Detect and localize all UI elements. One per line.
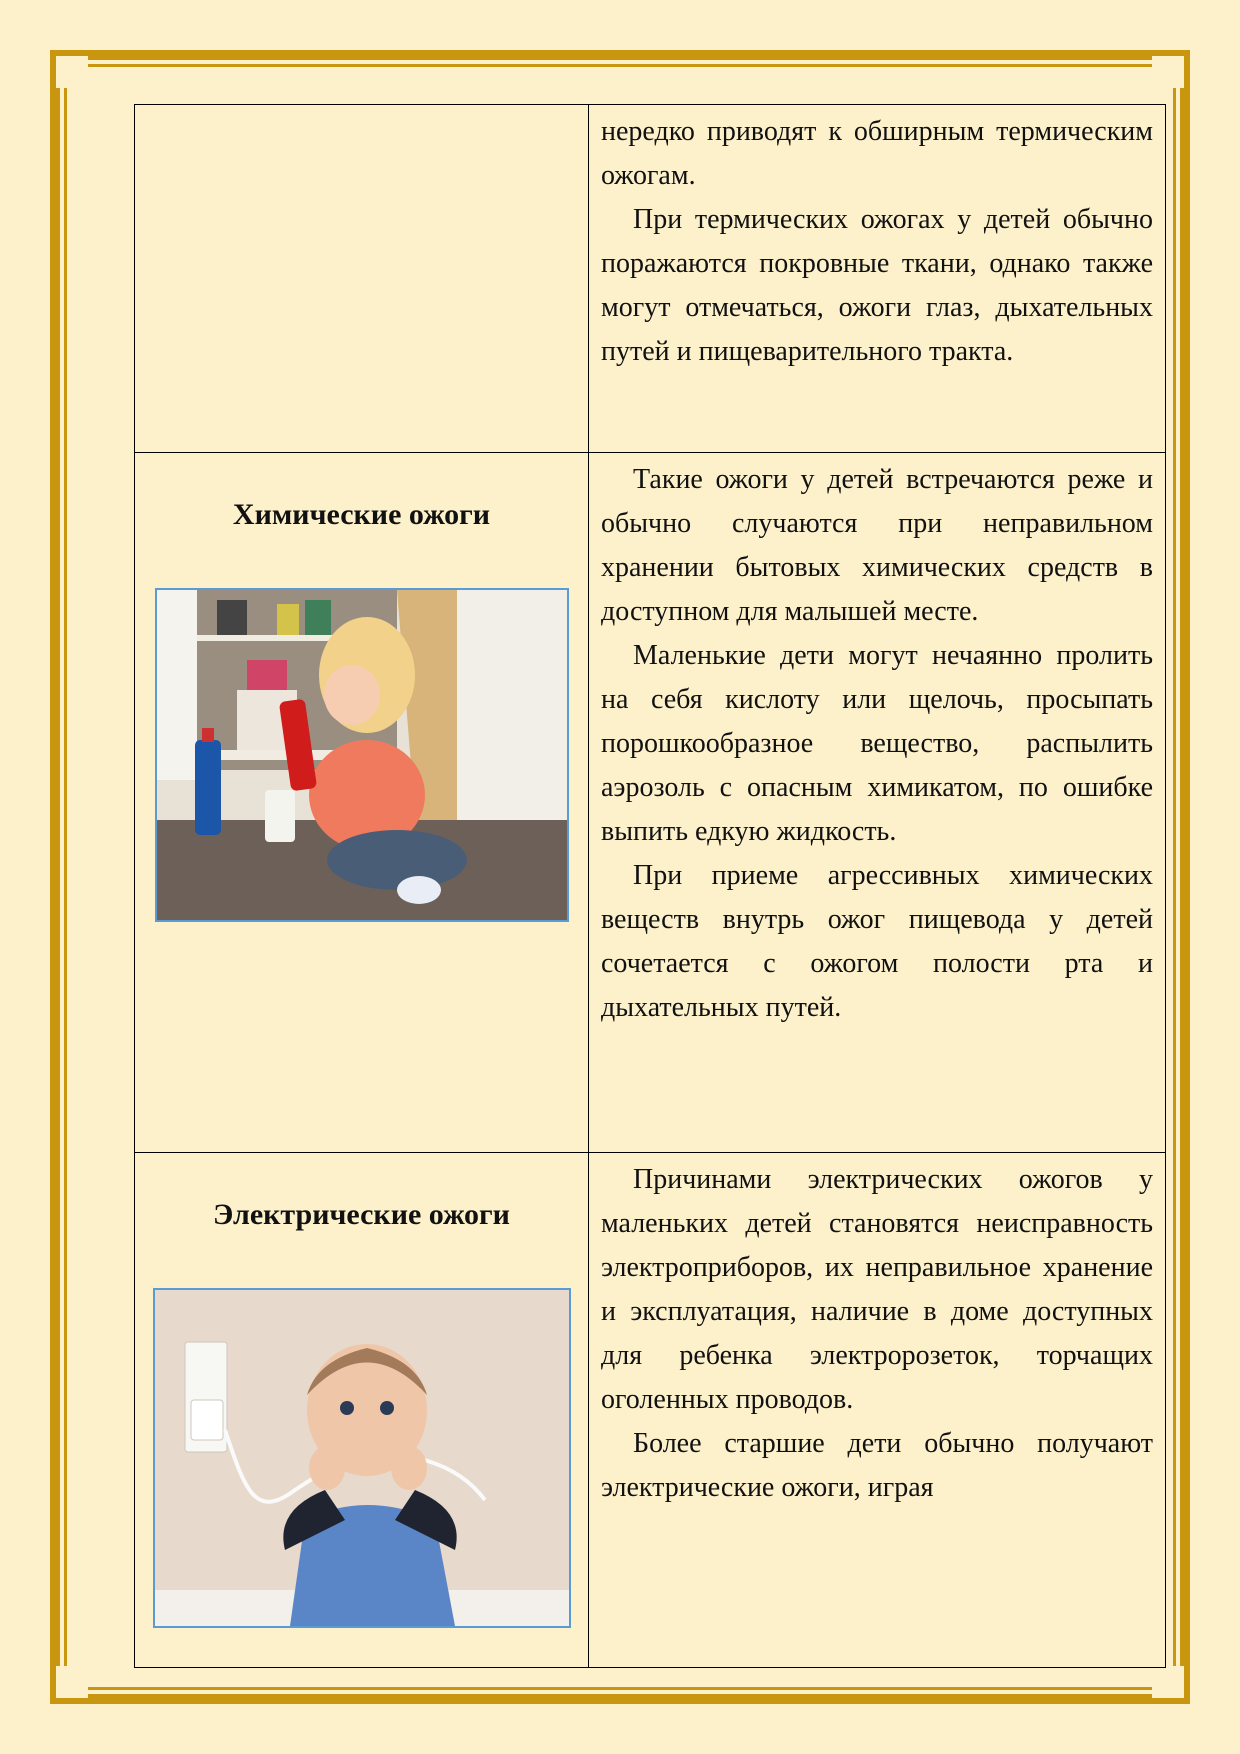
table-row-electrical (135, 1153, 1166, 1668)
chemical-text-cell (589, 453, 1166, 1153)
electrical-left-cell (135, 1153, 589, 1668)
baby-with-cord-photo (153, 1288, 571, 1628)
frame-right-inner (1173, 88, 1176, 1666)
frame-corner-bottom-left (50, 1666, 88, 1704)
thermal-paragraph-1: нередко приводят к обширным термическим ожогам. (601, 116, 1153, 191)
thermal-text-cell (589, 105, 1166, 453)
table-row-chemical (135, 453, 1166, 1153)
chemical-burns-title: Химические ожоги (232, 498, 491, 531)
chemical-left-cell (135, 453, 589, 1153)
frame-corner-top-right (1152, 50, 1190, 88)
frame-top (88, 50, 1152, 60)
child-with-chemicals-illustration (157, 590, 567, 920)
electrical-paragraph-1: Причинами электрических ожогов у маленьких детей становятся неисправность электроприборов, их неправильное хранение и эксплуатация, наличие в доме доступных для ребенка электророзеток, торчащих оголенных проводов. (601, 1164, 1153, 1415)
frame-right (1180, 88, 1190, 1666)
baby-with-cord-illustration (155, 1290, 569, 1626)
frame-top-inner (88, 64, 1152, 67)
frame-corner-bottom-right (1152, 1666, 1190, 1704)
frame-left (50, 88, 60, 1666)
electrical-text-cell (589, 1153, 1166, 1668)
child-with-chemicals-photo (155, 588, 569, 922)
table-row-thermal (135, 105, 1166, 453)
frame-bottom (88, 1694, 1152, 1704)
frame-corner-top-left (50, 50, 88, 88)
chemical-paragraph-2: Маленькие дети могут нечаянно пролить на себя кислоту или щелочь, просыпать порошкообразное вещество, распылить аэрозоль с опасным химикатом, по ошибке выпить едкую жидкость. (601, 640, 1153, 847)
frame-bottom-inner (88, 1687, 1152, 1690)
electrical-paragraph-2: Более старшие дети обычно получают электрические ожоги, играя (601, 1428, 1153, 1503)
thermal-paragraph-2: При термических ожогах у детей обычно поражаются покровные ткани, однако также могут отмечаться, ожоги глаз, дыхательных путей и пищеварительного тракта. (601, 204, 1153, 367)
chemical-paragraph-1: Такие ожоги у детей встречаются реже и обычно случаются при неправильном хранении бытовых химических средств в доступном для малышей месте. (601, 464, 1153, 627)
electrical-burns-title: Электрические ожоги (213, 1198, 510, 1231)
thermal-left-cell (135, 105, 589, 453)
chemical-paragraph-3: При приеме агрессивных химических веществ внутрь ожог пищевода у детей сочетается с ожогом полости рта и дыхательных путей. (601, 860, 1153, 1023)
burns-table (134, 104, 1166, 1668)
frame-left-inner (64, 88, 67, 1666)
